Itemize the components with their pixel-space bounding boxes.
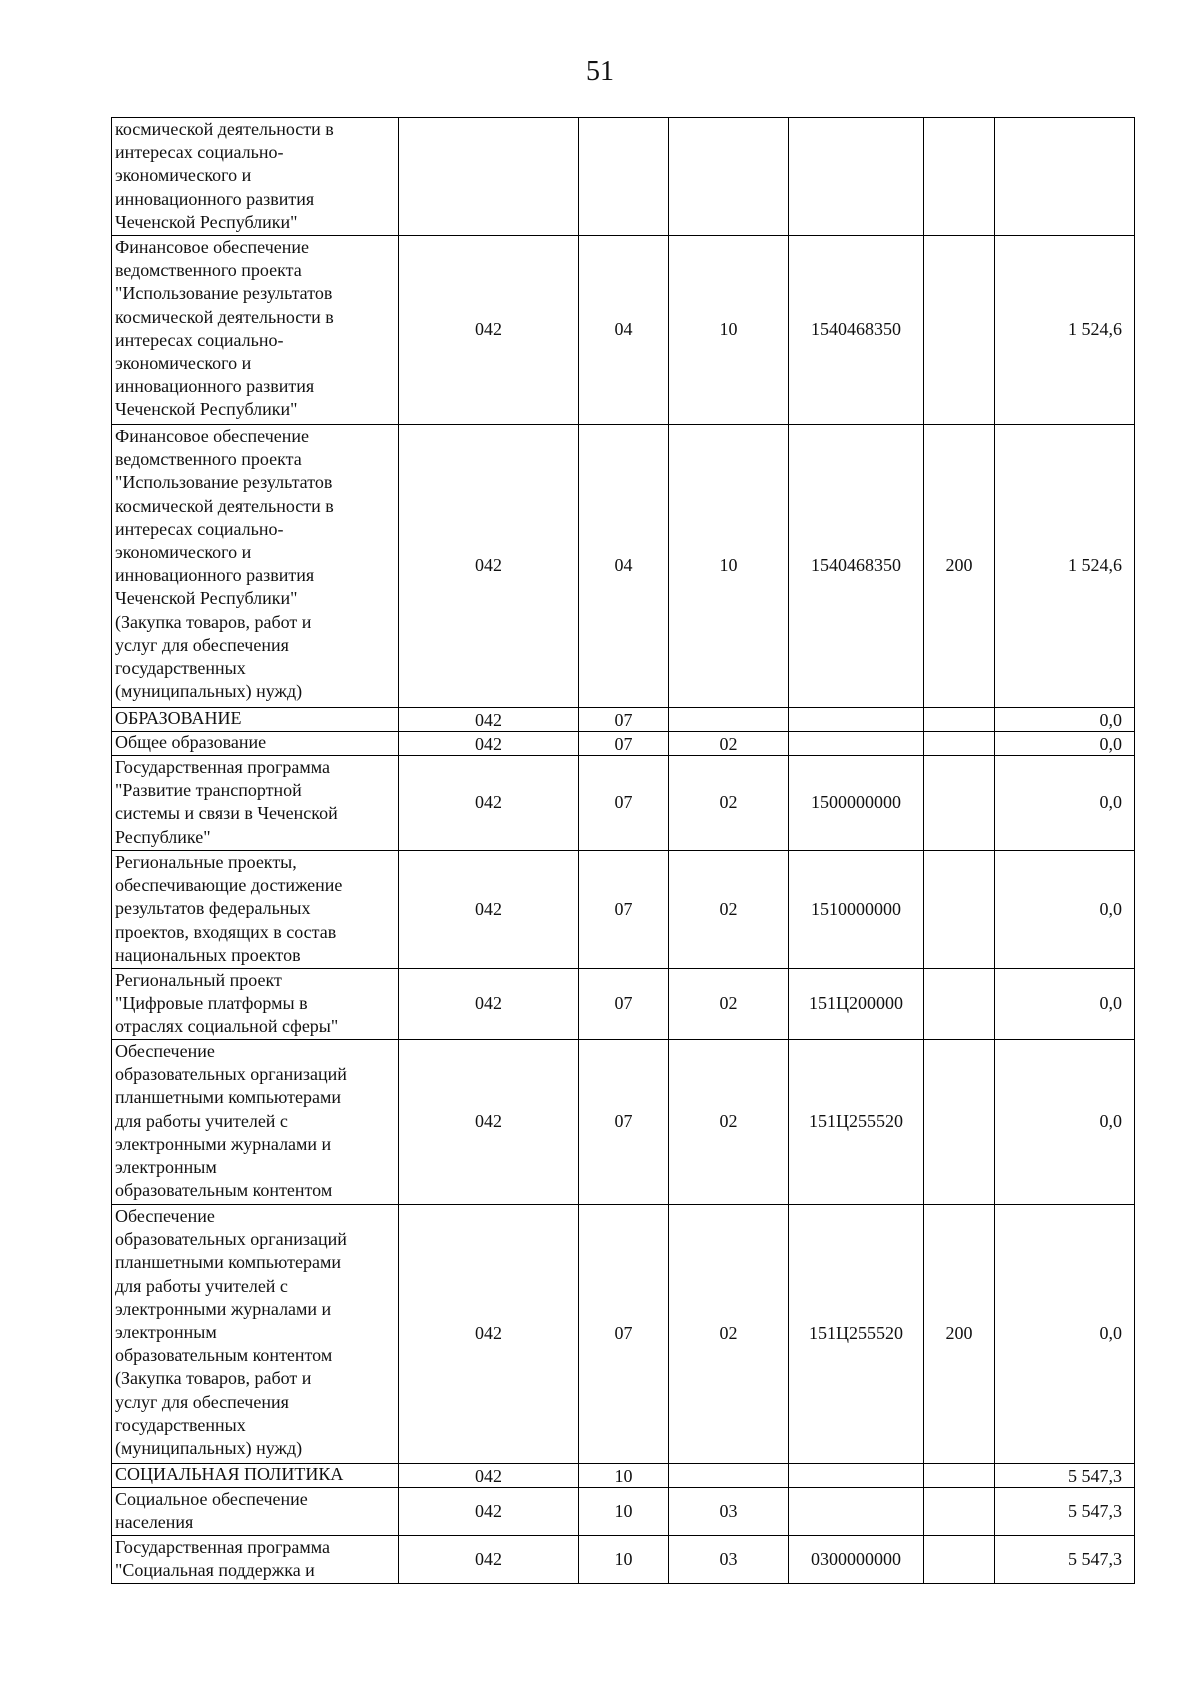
target-article: 0300000000 (789, 1536, 924, 1584)
expense-type (924, 1488, 995, 1536)
expense-type (924, 851, 995, 969)
expense-type (924, 969, 995, 1040)
amount: 1 524,6 (995, 236, 1135, 425)
section-code: 07 (579, 851, 669, 969)
ministry-code: 042 (399, 425, 579, 708)
ministry-code: 042 (399, 969, 579, 1040)
budget-table-body (112, 118, 1135, 1584)
ministry-code: 042 (399, 1464, 579, 1488)
table-row (112, 851, 1135, 969)
subsection-code: 03 (669, 1536, 789, 1584)
subsection-code (669, 1464, 789, 1488)
subsection-code (669, 708, 789, 732)
subsection-code: 02 (669, 1040, 789, 1205)
ministry-code: 042 (399, 1205, 579, 1464)
expense-type: 200 (924, 425, 995, 708)
section-code (579, 118, 669, 236)
subsection-code: 02 (669, 732, 789, 756)
target-article (789, 1488, 924, 1536)
amount: 1 524,6 (995, 425, 1135, 708)
section-code: 10 (579, 1488, 669, 1536)
table-row (112, 236, 1135, 425)
row-name: космической деятельности в интересах социально- экономического и инновационного развития Чеченской Республики" (112, 118, 399, 236)
amount: 0,0 (995, 732, 1135, 756)
table-row (112, 1464, 1135, 1488)
section-code: 07 (579, 732, 669, 756)
target-article (789, 732, 924, 756)
expense-type (924, 236, 995, 425)
expense-type (924, 1040, 995, 1205)
amount: 0,0 (995, 756, 1135, 851)
section-code: 04 (579, 425, 669, 708)
section-code: 07 (579, 708, 669, 732)
budget-table (111, 117, 1135, 1584)
row-name: Государственная программа "Социальная поддержка и (112, 1536, 399, 1584)
ministry-code: 042 (399, 1536, 579, 1584)
expense-type (924, 756, 995, 851)
row-name: ОБРАЗОВАНИЕ (112, 708, 399, 732)
expense-type (924, 118, 995, 236)
amount: 0,0 (995, 1205, 1135, 1464)
row-name: Обеспечение образовательных организаций планшетными компьютерами для работы учителей с электронными журналами и электронным образовательным контентом (112, 1040, 399, 1205)
target-article (789, 708, 924, 732)
ministry-code: 042 (399, 732, 579, 756)
target-article (789, 118, 924, 236)
expense-type (924, 1464, 995, 1488)
ministry-code: 042 (399, 1488, 579, 1536)
table-row (112, 425, 1135, 708)
table-row (112, 708, 1135, 732)
ministry-code: 042 (399, 236, 579, 425)
section-code: 10 (579, 1464, 669, 1488)
target-article: 151Ц255520 (789, 1040, 924, 1205)
target-article: 1540468350 (789, 425, 924, 708)
ministry-code: 042 (399, 756, 579, 851)
row-name: Обеспечение образовательных организаций планшетными компьютерами для работы учителей с электронными журналами и электронным образовательным контентом (Закупка товаров, работ и услуг для обеспечения государственных (муниципальных) нужд) (112, 1205, 399, 1464)
target-article: 1510000000 (789, 851, 924, 969)
target-article: 1500000000 (789, 756, 924, 851)
subsection-code: 02 (669, 851, 789, 969)
target-article: 1540468350 (789, 236, 924, 425)
table-row (112, 732, 1135, 756)
table-row (112, 756, 1135, 851)
row-name: Региональные проекты, обеспечивающие достижение результатов федеральных проектов, входящих в состав национальных проектов (112, 851, 399, 969)
section-code: 04 (579, 236, 669, 425)
expense-type (924, 732, 995, 756)
section-code: 07 (579, 1040, 669, 1205)
subsection-code: 02 (669, 756, 789, 851)
table-row (112, 1536, 1135, 1584)
target-article (789, 1464, 924, 1488)
row-name: Финансовое обеспечение ведомственного проекта "Использование результатов космической деятельности в интересах социально- экономического и инновационного развития Чеченской Республики" (112, 236, 399, 425)
expense-type: 200 (924, 1205, 995, 1464)
subsection-code (669, 118, 789, 236)
expense-type (924, 1536, 995, 1584)
subsection-code: 10 (669, 236, 789, 425)
row-name: Общее образование (112, 732, 399, 756)
page-number: 51 (586, 56, 614, 87)
ministry-code: 042 (399, 851, 579, 969)
amount: 5 547,3 (995, 1536, 1135, 1584)
table-row (112, 1205, 1135, 1464)
ministry-code (399, 118, 579, 236)
row-name: Финансовое обеспечение ведомственного проекта "Использование результатов космической деятельности в интересах социально- экономического и инновационного развития Чеченской Республики" (Закупка товаров, работ и услуг для обеспечения государственных (муниципальных) нужд) (112, 425, 399, 708)
row-name: СОЦИАЛЬНАЯ ПОЛИТИКА (112, 1464, 399, 1488)
ministry-code: 042 (399, 1040, 579, 1205)
amount: 0,0 (995, 851, 1135, 969)
target-article: 151Ц255520 (789, 1205, 924, 1464)
target-article: 151Ц200000 (789, 969, 924, 1040)
row-name: Региональный проект "Цифровые платформы в отраслях социальной сферы" (112, 969, 399, 1040)
amount: 0,0 (995, 969, 1135, 1040)
section-code: 07 (579, 756, 669, 851)
amount: 0,0 (995, 1040, 1135, 1205)
amount (995, 118, 1135, 236)
subsection-code: 10 (669, 425, 789, 708)
row-name: Социальное обеспечение населения (112, 1488, 399, 1536)
amount: 5 547,3 (995, 1464, 1135, 1488)
table-row (112, 1040, 1135, 1205)
section-code: 10 (579, 1536, 669, 1584)
amount: 0,0 (995, 708, 1135, 732)
row-name: Государственная программа "Развитие транспортной системы и связи в Чеченской Республике" (112, 756, 399, 851)
subsection-code: 02 (669, 969, 789, 1040)
table-row (112, 969, 1135, 1040)
section-code: 07 (579, 969, 669, 1040)
section-code: 07 (579, 1205, 669, 1464)
table-row (112, 118, 1135, 236)
expense-type (924, 708, 995, 732)
ministry-code: 042 (399, 708, 579, 732)
subsection-code: 02 (669, 1205, 789, 1464)
amount: 5 547,3 (995, 1488, 1135, 1536)
table-row (112, 1488, 1135, 1536)
subsection-code: 03 (669, 1488, 789, 1536)
